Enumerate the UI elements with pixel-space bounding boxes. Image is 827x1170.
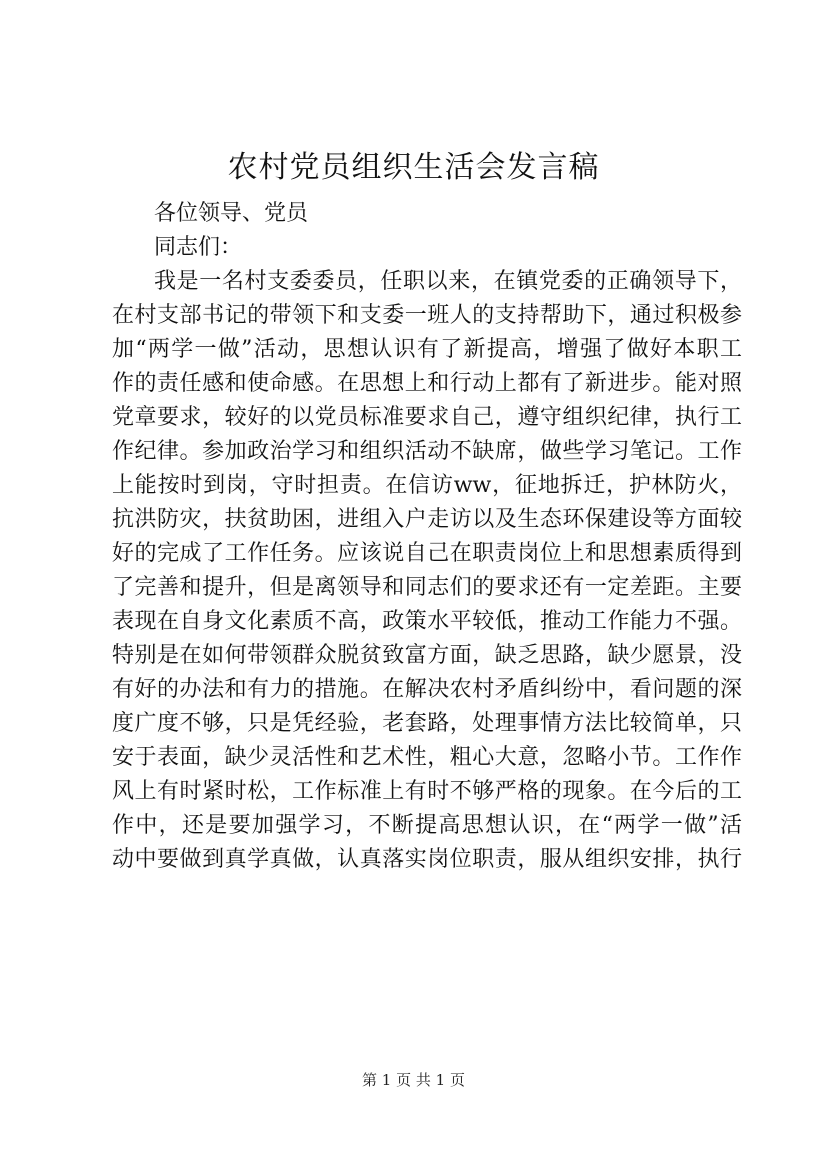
greeting-line: 各位领导、党员 — [154, 201, 309, 226]
paragraph-line: 作纪律。参加政治学习和组织活动不缺席，做些学习笔记。工作 — [112, 439, 742, 464]
paragraph-line: 抗洪防灾，扶贫助困，进组入户走访以及生态环保建设等方面较 — [112, 507, 742, 532]
document-body — [112, 197, 742, 877]
page-footer: 第 1 页 共 1 页 — [362, 1071, 465, 1089]
greeting-line: 同志们： — [154, 235, 243, 260]
paragraph-line: 了完善和提升，但是离领导和同志们的要求还有一定差距。主要 — [112, 575, 742, 600]
paragraph-line: 表现在自身文化素质不高，政策水平较低，推动工作能力不强。 — [112, 609, 742, 634]
paragraph-line: 好的完成了工作任务。应该说自己在职责岗位上和思想素质得到 — [112, 541, 742, 566]
paragraph-line: 安于表面，缺少灵活性和艺术性，粗心大意，忽略小节。工作作 — [112, 745, 742, 770]
paragraph-line: 有好的办法和有力的措施。在解决农村矛盾纠纷中，看问题的深 — [112, 677, 742, 702]
paragraph-line: 风上有时紧时松，工作标准上有时不够严格的现象。在今后的工 — [112, 779, 742, 804]
paragraph-line: 作的责任感和使命感。在思想上和行动上都有了新进步。能对照 — [112, 371, 742, 396]
paragraph-line: 特别是在如何带领群众脱贫致富方面，缺乏思路，缺少愿景，没 — [112, 643, 742, 668]
paragraph-line: 我是一名村支委委员，任职以来，在镇党委的正确领导下， — [154, 269, 742, 294]
paragraph-line: 上能按时到岗，守时担责。在信访ww，征地拆迁，护林防火， — [112, 473, 742, 498]
document-title: 农村党员组织生活会发言稿 — [227, 150, 600, 185]
paragraph-line: 加“两学一做”活动，思想认识有了新提高，增强了做好本职工 — [112, 337, 742, 362]
paragraph-line: 在村支部书记的带领下和支委一班人的支持帮助下，通过积极参 — [112, 303, 742, 328]
paragraph-line: 党章要求，较好的以党员标准要求自己，遵守组织纪律，执行工 — [112, 405, 742, 430]
paragraph-line: 度广度不够，只是凭经验，老套路，处理事情方法比较简单，只 — [112, 711, 742, 736]
paragraph-line: 动中要做到真学真做，认真落实岗位职责，服从组织安排，执行 — [112, 847, 742, 872]
paragraph-line: 作中，还是要加强学习，不断提高思想认识，在“两学一做”活 — [112, 813, 742, 838]
